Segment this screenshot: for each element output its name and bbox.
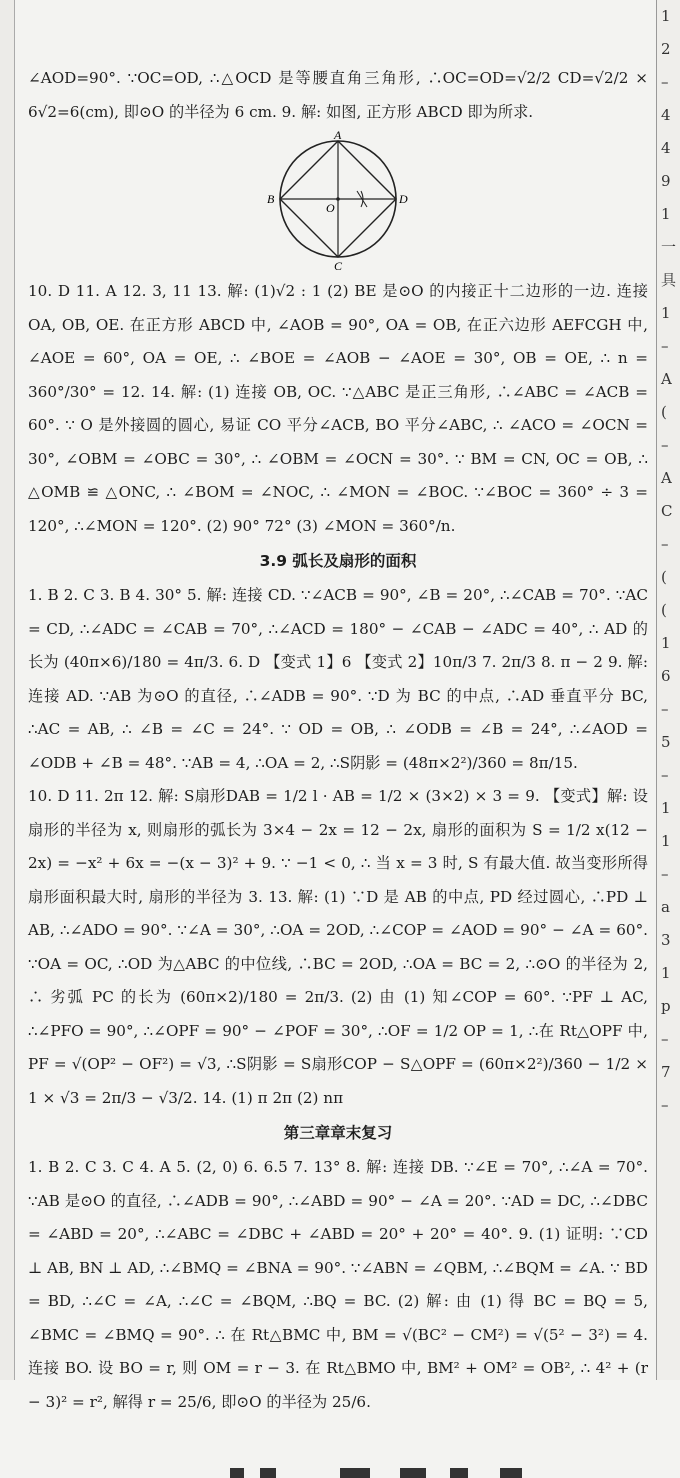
bottom-cropped-marks — [210, 1455, 540, 1478]
answer-paragraph: ∠AOD=90°. ∵OC=OD, ∴△OCD 是等腰直角三角形, ∴OC=OD=√2/2 CD=√2/2 × 6√2=6(cm), 即⊙O 的半径为 6 cm. 9. 解: 如图, 正方形 ABCD 即为所求. — [28, 69, 648, 121]
answer-paragraph: 1. B 2. C 3. B 4. 30° 5. 解: 连接 CD. ∵∠ACB = 90°, ∠B = 20°, ∴∠CAB = 70°. ∵AC = CD, ∴∠ADC = ∠CAB = 70°, ∴∠ACD = 180° − ∠CAB − ∠ADC = 40°, ∴ AD 的长为 (40π×6)/180 = 4π/3. 6. D 【变式 1】6 【变式 2】10π/3 7. 2π/3 8. π − 2 9. 解: 连接 AD. ∵AB 为⊙O 的直径, ∴∠ADB = 90°. ∵D 为 BC 的中点, ∴AD 垂直平分 BC, ∴AC = AB, ∴ ∠B = ∠C = 24°. ∵ OD = OB, ∴ ∠ODB = ∠B = 24°, ∴∠AOD = ∠ODB + ∠B = 48°. ∵AB = 4, ∴OA = 2, ∴S阴影 = (48π×2²)/360 = 8π/15. — [28, 586, 648, 772]
point-label-a: A — [334, 131, 342, 142]
right-edge-char: 1 — [661, 7, 671, 25]
right-edge-char: 1 — [661, 832, 671, 850]
right-edge-char: 2 — [661, 40, 671, 58]
right-edge-char: 1 — [661, 799, 671, 817]
center-dot — [336, 197, 340, 201]
right-edge-char: 4 — [661, 106, 671, 124]
right-edge-char: a — [661, 898, 670, 916]
right-edge-char: – — [661, 337, 669, 355]
answer-page — [28, 62, 648, 1419]
right-edge-char: C — [661, 502, 673, 520]
right-edge-char: – — [661, 1096, 669, 1114]
right-edge-char: ( — [661, 601, 667, 619]
right-edge-char: A — [661, 469, 672, 487]
right-edge-char: 5 — [661, 733, 671, 751]
point-label-o: O — [326, 201, 335, 215]
right-edge-char: ( — [661, 403, 667, 421]
right-edge-char: 1 — [661, 205, 671, 223]
right-edge-char: 6 — [661, 667, 671, 685]
right-edge-char: 1 — [661, 304, 671, 322]
right-edge-char: 具 — [661, 271, 677, 289]
right-edge-char: – — [661, 535, 669, 553]
right-edge-char: – — [661, 865, 669, 883]
right-edge-char: ( — [661, 568, 667, 586]
right-edge-char: 4 — [661, 139, 671, 157]
right-edge-char: – — [661, 73, 669, 91]
left-page-edge — [0, 0, 15, 1380]
right-edge-char: – — [661, 436, 669, 454]
answer-paragraph: 10. D 11. A 12. 3, 11 13. 解: (1)√2 : 1 (2) BE 是⊙O 的内接正十二边形的一边. 连接 OA, OB, OE. 在正方形 ABCD 中, ∠AOB = 90°, OA = OB, 在正六边形 AEFCGH 中, ∠AOE = 60°, OA = OE, ∴ ∠BOE = ∠AOB − ∠AOE = 30°, OB = OE, ∴ n = 360°/30° = 12. 14. 解: (1) 连接 OB, OC. ∵△ABC 是正三角形, ∴∠ABC = ∠ACB = 60°. ∵ O 是外接圆的圆心, 易证 CO 平分∠ACB, BO 平分∠ABC, ∴ ∠ACO = ∠OCN = 30°, ∠OBM = ∠OBC = 30°, ∴ ∠OBM = ∠OCN = 30°. ∵ BM = CN, OC = OB, ∴ △OMB ≌ △ONC, ∴ ∠BOM = ∠NOC, ∴ ∠MON = ∠BOC. ∵∠BOC = 360° ÷ 3 = 120°, ∴∠MON = 120°. (2) 90° 72° (3) ∠MON = 360°/n. — [28, 282, 648, 535]
right-edge-char: 7 — [661, 1063, 671, 1081]
right-edge-char: 3 — [661, 931, 671, 949]
right-edge-char: – — [661, 766, 669, 784]
right-page-edge — [656, 0, 680, 1380]
square-in-circle-figure — [28, 131, 648, 271]
answer-paragraph: 1. B 2. C 3. C 4. A 5. (2, 0) 6. 6.5 7. 13° 8. 解: 连接 DB. ∵∠E = 70°, ∴∠A = 70°. ∵AB 是⊙O 的直径, ∴∠ADB = 90°, ∴∠ABD = 90° − ∠A = 20°. ∵AD = DC, ∴∠DBC = ∠ABD = 20°, ∴∠ABC = ∠DBC + ∠ABD = 20° + 20° = 40°. 9. (1) 证明: ∵CD ⊥ AB, BN ⊥ AD, ∴∠BMQ = ∠BNA = 90°. ∵∠ABN = ∠QBM, ∴∠BQM = ∠A. ∵ BD = BD, ∴∠C = ∠A, ∴∠C = ∠BQM, ∴BQ = BC. (2) 解: 由 (1) 得 BC = BQ = 5, ∠BMC = ∠BMQ = 90°. ∴ 在 Rt△BMC 中, BM = √(BC² − CM²) = √(5² − 3²) = 4. 连接 BO. 设 BO = r, 则 OM = r − 3. 在 Rt△BMO 中, BM² + OM² = OB², ∴ 4² + (r − 3)² = r², 解得 r = 25/6, 即⊙O 的半径为 25/6. — [28, 1158, 648, 1411]
section-title: 3.9 弧长及扇形的面积 — [259, 552, 417, 570]
point-label-c: C — [334, 259, 343, 271]
right-edge-char: 一 — [661, 238, 677, 256]
right-edge-char: 1 — [661, 634, 671, 652]
right-edge-char: 9 — [661, 172, 671, 190]
right-edge-char: A — [661, 370, 672, 388]
section-title: 第三章章末复习 — [283, 1124, 393, 1142]
right-edge-char: – — [661, 700, 669, 718]
answer-paragraph: 10. D 11. 2π 12. 解: S扇形DAB = 1/2 l · AB = 1/2 × (3×2) × 3 = 9. 【变式】解: 设扇形的半径为 x, 则扇形的弧长为 3×4 − 2x = 12 − 2x, 扇形的面积为 S = 1/2 x(12 − 2x) = −x² + 6x = −(x − 3)² + 9. ∵ −1 < 0, ∴ 当 x = 3 时, S 有最大值. 故当变形所得扇形面积最大时, 扇形的半径为 3. 13. 解: (1) ∵D 是 AB 的中点, PD 经过圆心, ∴PD ⊥ AB, ∴∠ADO = 90°. ∵∠A = 30°, ∴OA = 2OD, ∴∠COP = ∠AOD = 90° − ∠A = 60°. ∵OA = OC, ∴OD 为△ABC 的中位线, ∴BC = 2OD, ∴OA = BC = 2, ∴⊙O 的半径为 2, ∴ 劣弧 PC 的长为 (60π×2)/180 = 2π/3. (2) 由 (1) 知∠COP = 60°. ∵PF ⊥ AC, ∴∠PFO = 90°, ∴∠OPF = 90° − ∠POF = 30°, ∴OF = 1/2 OP = 1, ∴在 Rt△OPF 中, PF = √(OP² − OF²) = √3, ∴S阴影 = S扇形COP − S△OPF = (60π×2²)/360 − 1/2 × 1 × √3 = 2π/3 − √3/2. 14. (1) π 2π (2) nπ — [28, 787, 648, 1107]
right-edge-char: – — [661, 1030, 669, 1048]
right-edge-char: 1 — [661, 964, 671, 982]
point-label-b: B — [267, 192, 275, 206]
point-label-d: D — [399, 192, 408, 206]
right-edge-char: p — [661, 997, 671, 1015]
